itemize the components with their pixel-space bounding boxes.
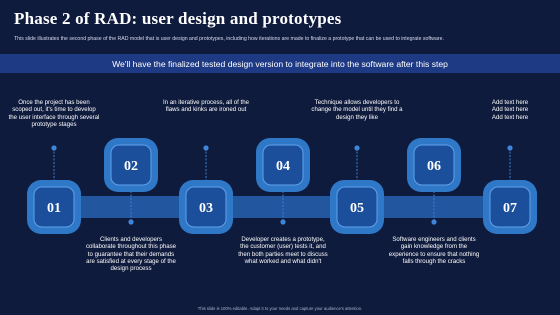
step-description-04: Developer creates a prototype, the customer (user) tests it, and then both parties meet to discuss what worked and what didn't bbox=[238, 236, 328, 265]
step-description-01: Once the project has been scoped out, it's time to develop the user interface through several prototype stages bbox=[8, 99, 100, 128]
step-05 bbox=[330, 145, 384, 234]
step-connector-dot bbox=[128, 219, 133, 224]
step-connector-dot bbox=[431, 219, 436, 224]
step-number: 03 bbox=[199, 201, 213, 216]
step-description-06: Software engineers and clients gain knowledge from the experience to ensure that nothing falls through the cracks bbox=[388, 236, 480, 265]
step-connector-dot bbox=[51, 145, 56, 150]
step-number: 01 bbox=[47, 201, 61, 216]
step-number: 04 bbox=[276, 159, 290, 174]
page-subtitle: This slide illustrates the second phase of the RAD model that is user design and prototypes, including how iterations are made to finalize a prototype that can be used to integrate software. bbox=[14, 36, 444, 42]
step-number: 02 bbox=[124, 159, 138, 174]
step-number: 07 bbox=[503, 201, 517, 216]
step-description-02: Clients and developers collaborate throughout this phase to guarantee that their demands are satisfied at every stage of the design process bbox=[85, 236, 177, 273]
step-number: 06 bbox=[427, 159, 441, 174]
step-description-05: Technique allows developers to change the model until they find a design they like bbox=[311, 99, 403, 121]
step-connector-dot bbox=[507, 145, 512, 150]
step-03 bbox=[179, 145, 233, 234]
step-connector-dot bbox=[354, 145, 359, 150]
step-connector-dot bbox=[203, 145, 208, 150]
connector-band bbox=[40, 196, 520, 218]
page-title: Phase 2 of RAD: user design and prototypes bbox=[14, 9, 342, 28]
step-number: 05 bbox=[350, 201, 364, 216]
banner: We'll have the finalized tested design version to integrate into the software after this step bbox=[0, 54, 560, 73]
footer-note: This slide is 100% editable. Adapt it to your needs and capture your audience's attention. bbox=[197, 306, 363, 311]
step-01 bbox=[27, 145, 81, 234]
step-description-07: Add text here Add text here Add text here bbox=[491, 99, 529, 121]
step-connector-dot bbox=[280, 219, 285, 224]
step-07 bbox=[483, 145, 537, 234]
step-description-03: In an iterative process, all of the flaws and kinks are ironed out bbox=[162, 99, 250, 114]
